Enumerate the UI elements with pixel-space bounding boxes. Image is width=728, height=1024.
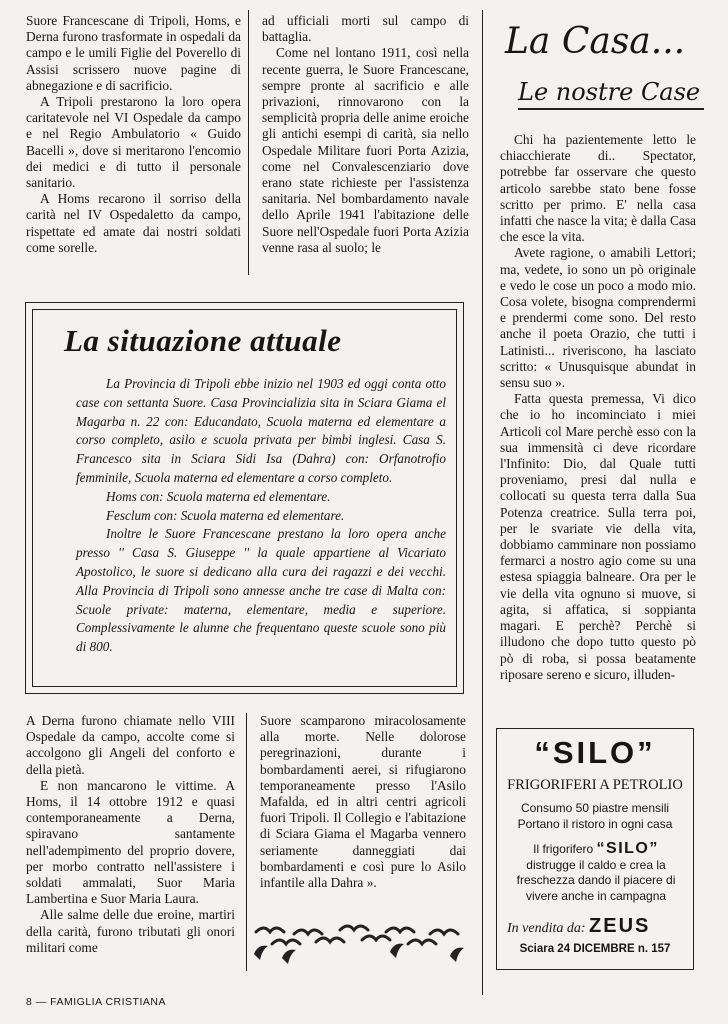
ad-fridge-label: Il frigorifero xyxy=(533,842,594,856)
column-2-top xyxy=(262,13,469,256)
paragraph: Come nel lontano 1911, così nella recente guerra, le Suore Francescane, sempre pronte al sacrificio e alle privazioni, rinnovarono con la semplicità propria delle anime eroiche gli antichi esempi di carità, sia nello Ospedale Militare fuori Porta Azizia, come nel Convalescenziario dove erano state richieste per l'assistenza sanitaria. Nel bombardamento navale dello Aprile 1941 l'abitazione delle Suore nell'Ospedale fuori Porta Azizia venne rasa al suolo; le xyxy=(262,45,469,255)
paragraph: Inoltre le Suore Francescane prestano la loro opera anche presso '' Casa S. Giuseppe '' la quale appartiene al Vicariato Apostolico, le suore si dedicano alla cura dei ragazzi e dei vecchi. Alla Provincia di Tripoli sono annesse anche tre case di Malta con: Scuole private: materna, elementare, media e superiore. Complessivamente le alunne che frequentano queste scuole sono più di 800. xyxy=(76,526,446,655)
current-situation-box xyxy=(25,302,464,694)
column-2-bottom xyxy=(260,713,466,891)
column-1-bottom xyxy=(26,713,235,956)
page-footer: 8 — FAMIGLIA CRISTIANA xyxy=(26,996,166,1008)
paragraph: Chi ha pazientemente letto le chiacchierate di.. Spectator, potrebbe far osservare che questo articolo sarebbe stato bene fosse scritto per primo. E' nella casa infatti che nasce la vita; è dalla Casa che esce la vita. xyxy=(500,132,696,245)
paragraph: Homs con: Scuola materna ed elementare. xyxy=(106,488,331,504)
ad-seller-name: ZEUS xyxy=(589,915,651,937)
paragraph: E non mancarono le vittime. A Homs, il 14 ottobre 1912 e quasi contemporaneamente a Derna, spiravano santamente nell'adempimento del proprio dovere, per morbo contratto nell'assistere i soldati ammalati, Suor Maria Lambertina e Suor Maria Laura. xyxy=(26,777,235,907)
ad-brand: “SILO” xyxy=(534,735,656,770)
box-body xyxy=(76,375,446,657)
column-3 xyxy=(500,132,696,683)
paragraph: A Homs recarono il sorriso della carità nel IV Ospedaletto da campo, rispettate ed amate dai nostri soldati come sorelle. xyxy=(26,191,241,255)
ad-fridge-text xyxy=(505,841,687,904)
silo-advertisement xyxy=(496,728,694,970)
paragraph: Fesclum con: Scuola materna ed elementare. xyxy=(106,507,345,523)
paragraph: Suore Francescane di Tripoli, Homs, e Derna furono trasformate in ospedali da campo e le umili Figlie del Poverello di Assisi scrissero nuove pagine di abnegazione e di sacrificio. xyxy=(26,13,241,93)
ad-sale xyxy=(507,915,650,938)
paragraph: Fatta questa premessa, Vi dico che io ho incominciato i miei Articoli col Mare perchè esso con la sua immensità ci deve ricordare l'Infinito: Dio, dal Quale tutti proveniamo, presi dal nulla e collocati su questa terra dalla Sua Potenza creatrice. Sulla terra poi, per le svariate vie della vita, dobbiamo camminare non possiamo fermarci a nostro agio come su una estesa spiaggia balneare. Ora per le vie della vita ognuno si muove, si agita, si affatica, si soppianta magari. E perchè? Perchè si illudono che dopo tutto questo pò pò di roba, si possa beatamente riposare sereno e sicuro, illuden- xyxy=(500,391,696,682)
ad-sale-label: In vendita da: xyxy=(507,921,586,936)
paragraph: Alle salme delle due eroine, martiri della carità, furono tributati gli onori militari come xyxy=(26,907,235,955)
column-rule xyxy=(248,10,249,275)
paragraph: ad ufficiali morti sul campo di battaglia. xyxy=(262,13,469,45)
heading-underline xyxy=(518,108,704,110)
column-rule xyxy=(246,713,247,971)
ad-address: Sciara 24 DICEMBRE n. 157 xyxy=(519,943,671,955)
birds-flock-icon xyxy=(250,908,470,968)
paragraph: La Provincia di Tripoli ebbe inizio nel 1903 ed oggi conta otto case con settanta Suore. Casa Provincializia sita in Sciara Giama el Magarba n. 22 con: Educandato, Scuola materna ed elementare a corso completo, asilo e scuola privata per bimbi inglesi. Casa S. Francesco sita in Sciara Sidi Isa (Dahra) con: Orfanotrofio femminile, Scuola materna ed elementare a corso completo. xyxy=(76,376,446,485)
paragraph: Suore scamparono miracolosamente alla morte. Nelle dolorose peregrinazioni, durante i bombardamenti aerei, si rifugiarono temporaneamente presso l'Asilo Mafalda, ed in altri centri agricoli fuori Tripoli. Il Collegio e l'abitazione di Sciara Giama el Magarba vennero seriamente danneggiati dai bombardamenti e così pure lo Asilo infantile alla Dahra ». xyxy=(260,713,466,891)
ad-fridge-description: distrugge il caldo e crea la freschezza dando il piacere di vivere anche in campagna xyxy=(516,857,676,903)
ad-line: Consumo 50 piastre mensili xyxy=(520,801,670,815)
column-subheading-case: Le nostre Case xyxy=(518,78,701,106)
column-1-top xyxy=(26,13,241,256)
column-rule xyxy=(482,10,483,995)
ad-subtitle: FRIGORIFERI A PETROLIO xyxy=(507,777,683,793)
column-heading-casa: La Casa... xyxy=(505,21,686,62)
ad-line: Portano il ristoro in ogni casa xyxy=(517,817,673,831)
ad-brand-small: “SILO” xyxy=(596,840,659,857)
paragraph: A Tripoli prestarono la loro opera caritatevole nel VI Ospedale da campo e nel Regio Ambulatorio « Guido Bacelli », dove si meritarono l'encomio dei medici e di tutto il personale sanitario. xyxy=(26,94,241,191)
paragraph: A Derna furono chiamate nello VIII Ospedale da campo, accolte come si accolgono gli Angeli del conforto e della pietà. xyxy=(26,713,235,777)
paragraph: Avete ragione, o amabili Lettori; ma, vedete, io sono un pò originale e vedo le cose un poco a modo mio. Cosa volete, bisogna comprendermi e prendermi come sono. Del resto anche il poeta Orazio, che tutti i Latinisti... riveriscono, ha lasciato scritto: « Unusquisque abundat in sensu suo ». xyxy=(500,245,696,391)
box-title: La situazione attuale xyxy=(64,323,342,358)
